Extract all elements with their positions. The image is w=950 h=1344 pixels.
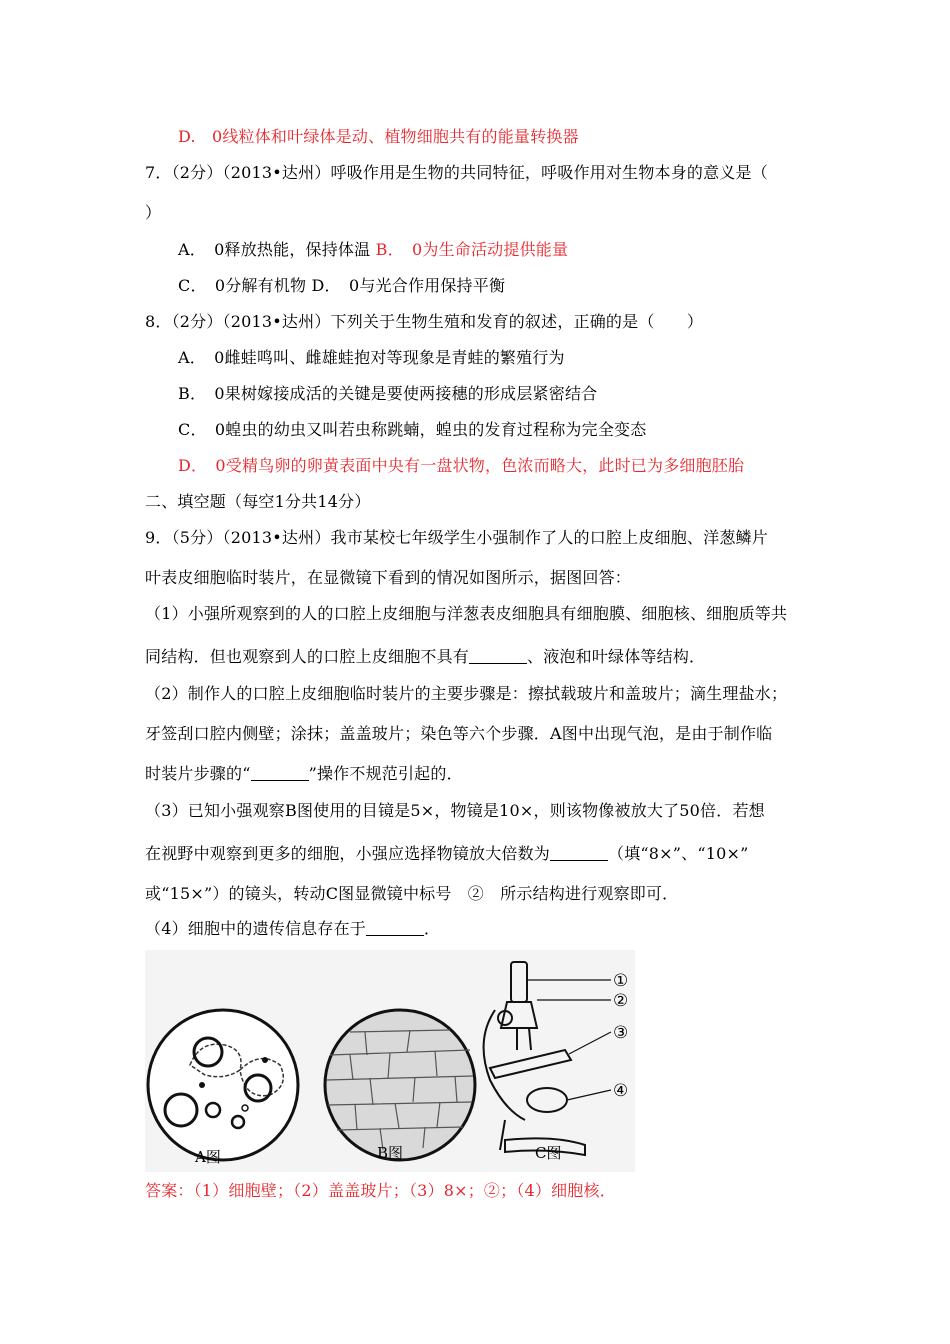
q9-part4-text-a: （4）细胞中的遗传信息存在于 — [145, 919, 366, 938]
q9-part4 — [145, 918, 440, 940]
q7-option-d: D． 0与光合作用保持平衡 — [311, 276, 506, 295]
answer-line: 答案：（1）细胞壁；（2）盖盖玻片；（3）8×；②；（4）细胞核． — [145, 1181, 616, 1200]
q9-blank-4[interactable] — [366, 921, 424, 936]
section-heading: 二、填空题（每空1分共14分） — [145, 492, 371, 511]
q9-figure — [145, 950, 635, 1172]
q7-option-c: C． 0分解有机物 — [178, 276, 307, 295]
q7-options-ab — [178, 239, 568, 261]
q9-part2-line2: 牙签刮口腔内侧壁；涂抹；盖盖玻片；染色等六个步骤．A图中出现气泡，是由于制作临 — [145, 724, 773, 743]
q9-part3-line3: 或“15×”）的镜头，转动C图显微镜中标号 ② 所示结构进行观察即可． — [145, 884, 679, 903]
q9-stem-line2: 叶表皮细胞临时装片，在显微镜下看到的情况如图所示，据图回答： — [145, 568, 632, 587]
figure-c-microscope — [484, 962, 585, 1155]
q7-options-cd — [178, 275, 505, 297]
q8-option-b: B． 0果树嫁接成活的关键是要使两接穗的形成层紧密结合 — [178, 384, 598, 403]
q9-part2-text-b: ”操作不规范引起的． — [308, 764, 463, 783]
figure-c-label-3: ③ — [613, 1023, 629, 1043]
figure-a-view — [148, 1010, 298, 1160]
q9-part3-text-a: 在视野中观察到更多的细胞，小强应选择物镜放大倍数为 — [145, 844, 551, 863]
figure-a-caption: A图 — [195, 1148, 221, 1166]
figure-c-leader-lines — [527, 980, 611, 1100]
q9-part3-line1: （3）已知小强观察B图使用的目镜是5×，物镜是10×，则该物像被放大了50倍．若想 — [145, 801, 765, 820]
q9-part2-line3 — [145, 763, 463, 785]
q6-option-d: D. 0线粒体和叶绿体是动、植物细胞共有的能量转换器 — [178, 127, 579, 146]
figure-svg — [145, 950, 635, 1172]
q9-part1-line1: （1）小强所观察到的人的口腔上皮细胞与洋葱表皮细胞具有细胞膜、细胞核、细胞质等共 — [145, 604, 788, 623]
q9-part1-line2 — [145, 646, 705, 668]
q8-option-a: A． 0雌蛙鸣叫、雌雄蛙抱对等现象是青蛙的繁殖行为 — [178, 348, 565, 367]
figure-c-label-2: ② — [613, 991, 629, 1011]
q9-part4-text-b: ． — [423, 919, 441, 938]
figure-c-label-1: ① — [613, 971, 629, 991]
q9-part1-text-a: 同结构．但也观察到人的口腔上皮细胞不具有 — [145, 647, 470, 666]
q9-part1-text-b: 、液泡和叶绿体等结构． — [527, 647, 706, 666]
figure-c-label-4: ④ — [613, 1081, 629, 1101]
q8-option-c: C． 0蝗虫的幼虫又叫若虫称跳蝻，蝗虫的发育过程称为完全变态 — [178, 420, 647, 439]
q7-stem-line1: 7．（2分）（2013•达州）呼吸作用是生物的共同特征，呼吸作用对生物本身的意义是（ — [145, 163, 768, 182]
q9-blank-2[interactable] — [251, 766, 309, 781]
q8-stem: 8．（2分）（2013•达州）下列关于生物生殖和发育的叙述，正确的是（ ） — [145, 312, 704, 331]
q8-option-d: D． 0受精鸟卵的卵黄表面中央有一盘状物，色浓而略大，此时已为多细胞胚胎 — [178, 456, 745, 475]
figure-c-caption: C图 — [535, 1144, 562, 1162]
figure-b-view — [325, 1010, 475, 1160]
q9-stem-line1: 9．（5分）（2013•达州）我市某校七年级学生小强制作了人的口腔上皮细胞、洋葱鳞片 — [145, 528, 768, 547]
q7-option-b: B． 0为生命活动提供能量 — [375, 240, 569, 259]
q7-option-a: A． 0释放热能，保持体温 — [178, 240, 371, 259]
q7-stem-line2: ） — [145, 203, 162, 222]
q9-blank-3[interactable] — [550, 846, 608, 861]
figure-b-caption: B图 — [377, 1144, 404, 1162]
q9-part2-line1: （2）制作人的口腔上皮细胞临时装片的主要步骤是：擦拭载玻片和盖玻片；滴生理盐水； — [145, 684, 788, 703]
q9-part3-text-b: （填“8×”、“10×” — [608, 844, 749, 863]
q9-blank-1[interactable] — [469, 649, 527, 664]
q9-part2-text-a: 时装片步骤的“ — [145, 764, 251, 783]
q9-part3-line2 — [145, 843, 749, 865]
